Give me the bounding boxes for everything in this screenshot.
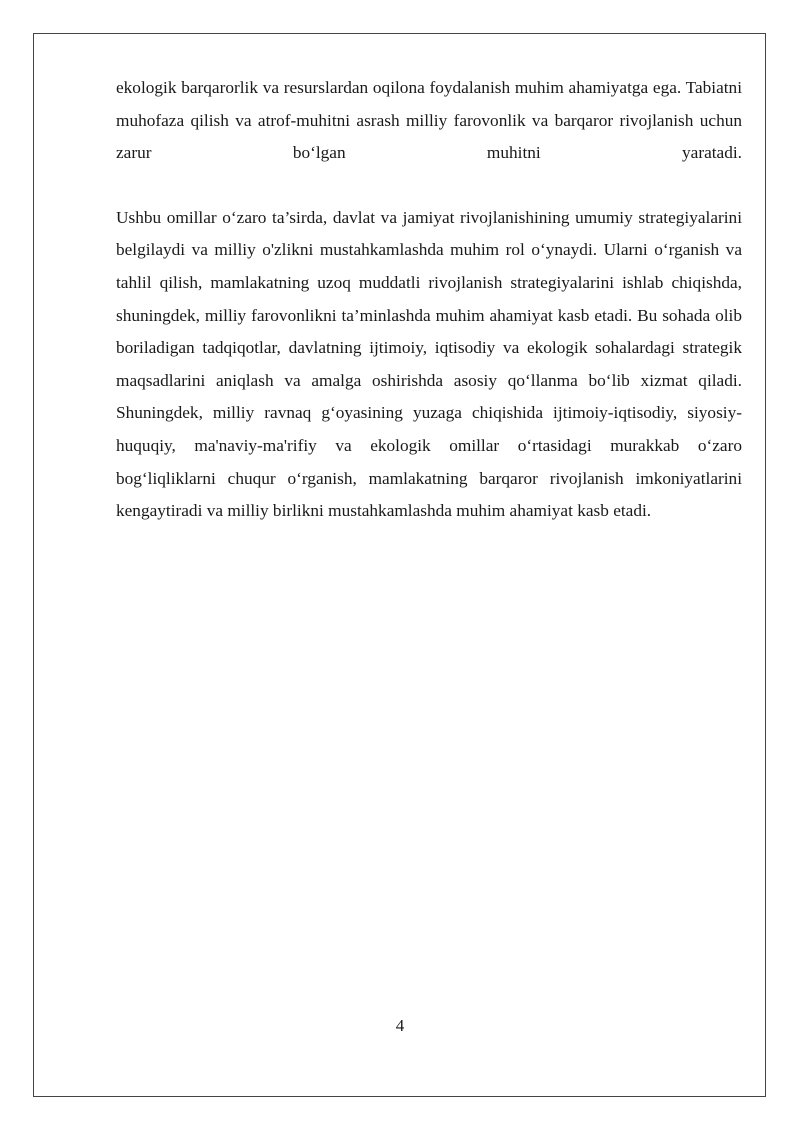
page-body xyxy=(116,72,742,528)
body-paragraph: Ushbu omillar o‘zaro ta’sirda, davlat va jamiyat rivojlanishining umumiy strategiyalarini belgilaydi va milliy o'zlikni mustahkamlashda muhim rol o‘ynaydi. Ularni o‘rganish va tahlil qilish, mamlakatning uzoq muddatli rivojlanish strategiyalarini ishlab chiqishda, shuningdek, milliy farovonlikni ta’minlashda muhim ahamiyat kasb etadi. Bu sohada olib boriladigan tadqiqotlar, davlatning ijtimoiy, iqtisodiy va ekologik sohalardagi strategik maqsadlarini aniqlash va amalga oshirishda asosiy qo‘llanma bo‘lib xizmat qiladi. Shuningdek, milliy ravnaq g‘oyasining yuzaga chiqishida ijtimoiy-iqtisodiy, siyosiy-huquqiy, ma'naviy-ma'rifiy va ekologik omillar o‘rtasidagi murakkab o‘zaro bog‘liqliklarni chuqur o‘rganish, mamlakatning barqaror rivojlanish imkoniyatlarini kengaytiradi va milliy birlikni mustahkamlashda muhim ahamiyat kasb etadi. xyxy=(116,207,742,521)
page-number: 4 xyxy=(395,1016,405,1035)
body-paragraph: ekologik barqarorlik va resurslardan oqilona foydalanish muhim ahamiyatga ega. Tabiatni muhofaza qilish va atrof-muhitni asrash milliy farovonlik va barqaror rivojlanish uchun zarur bo‘lgan muhitni yaratadi. xyxy=(116,78,742,163)
